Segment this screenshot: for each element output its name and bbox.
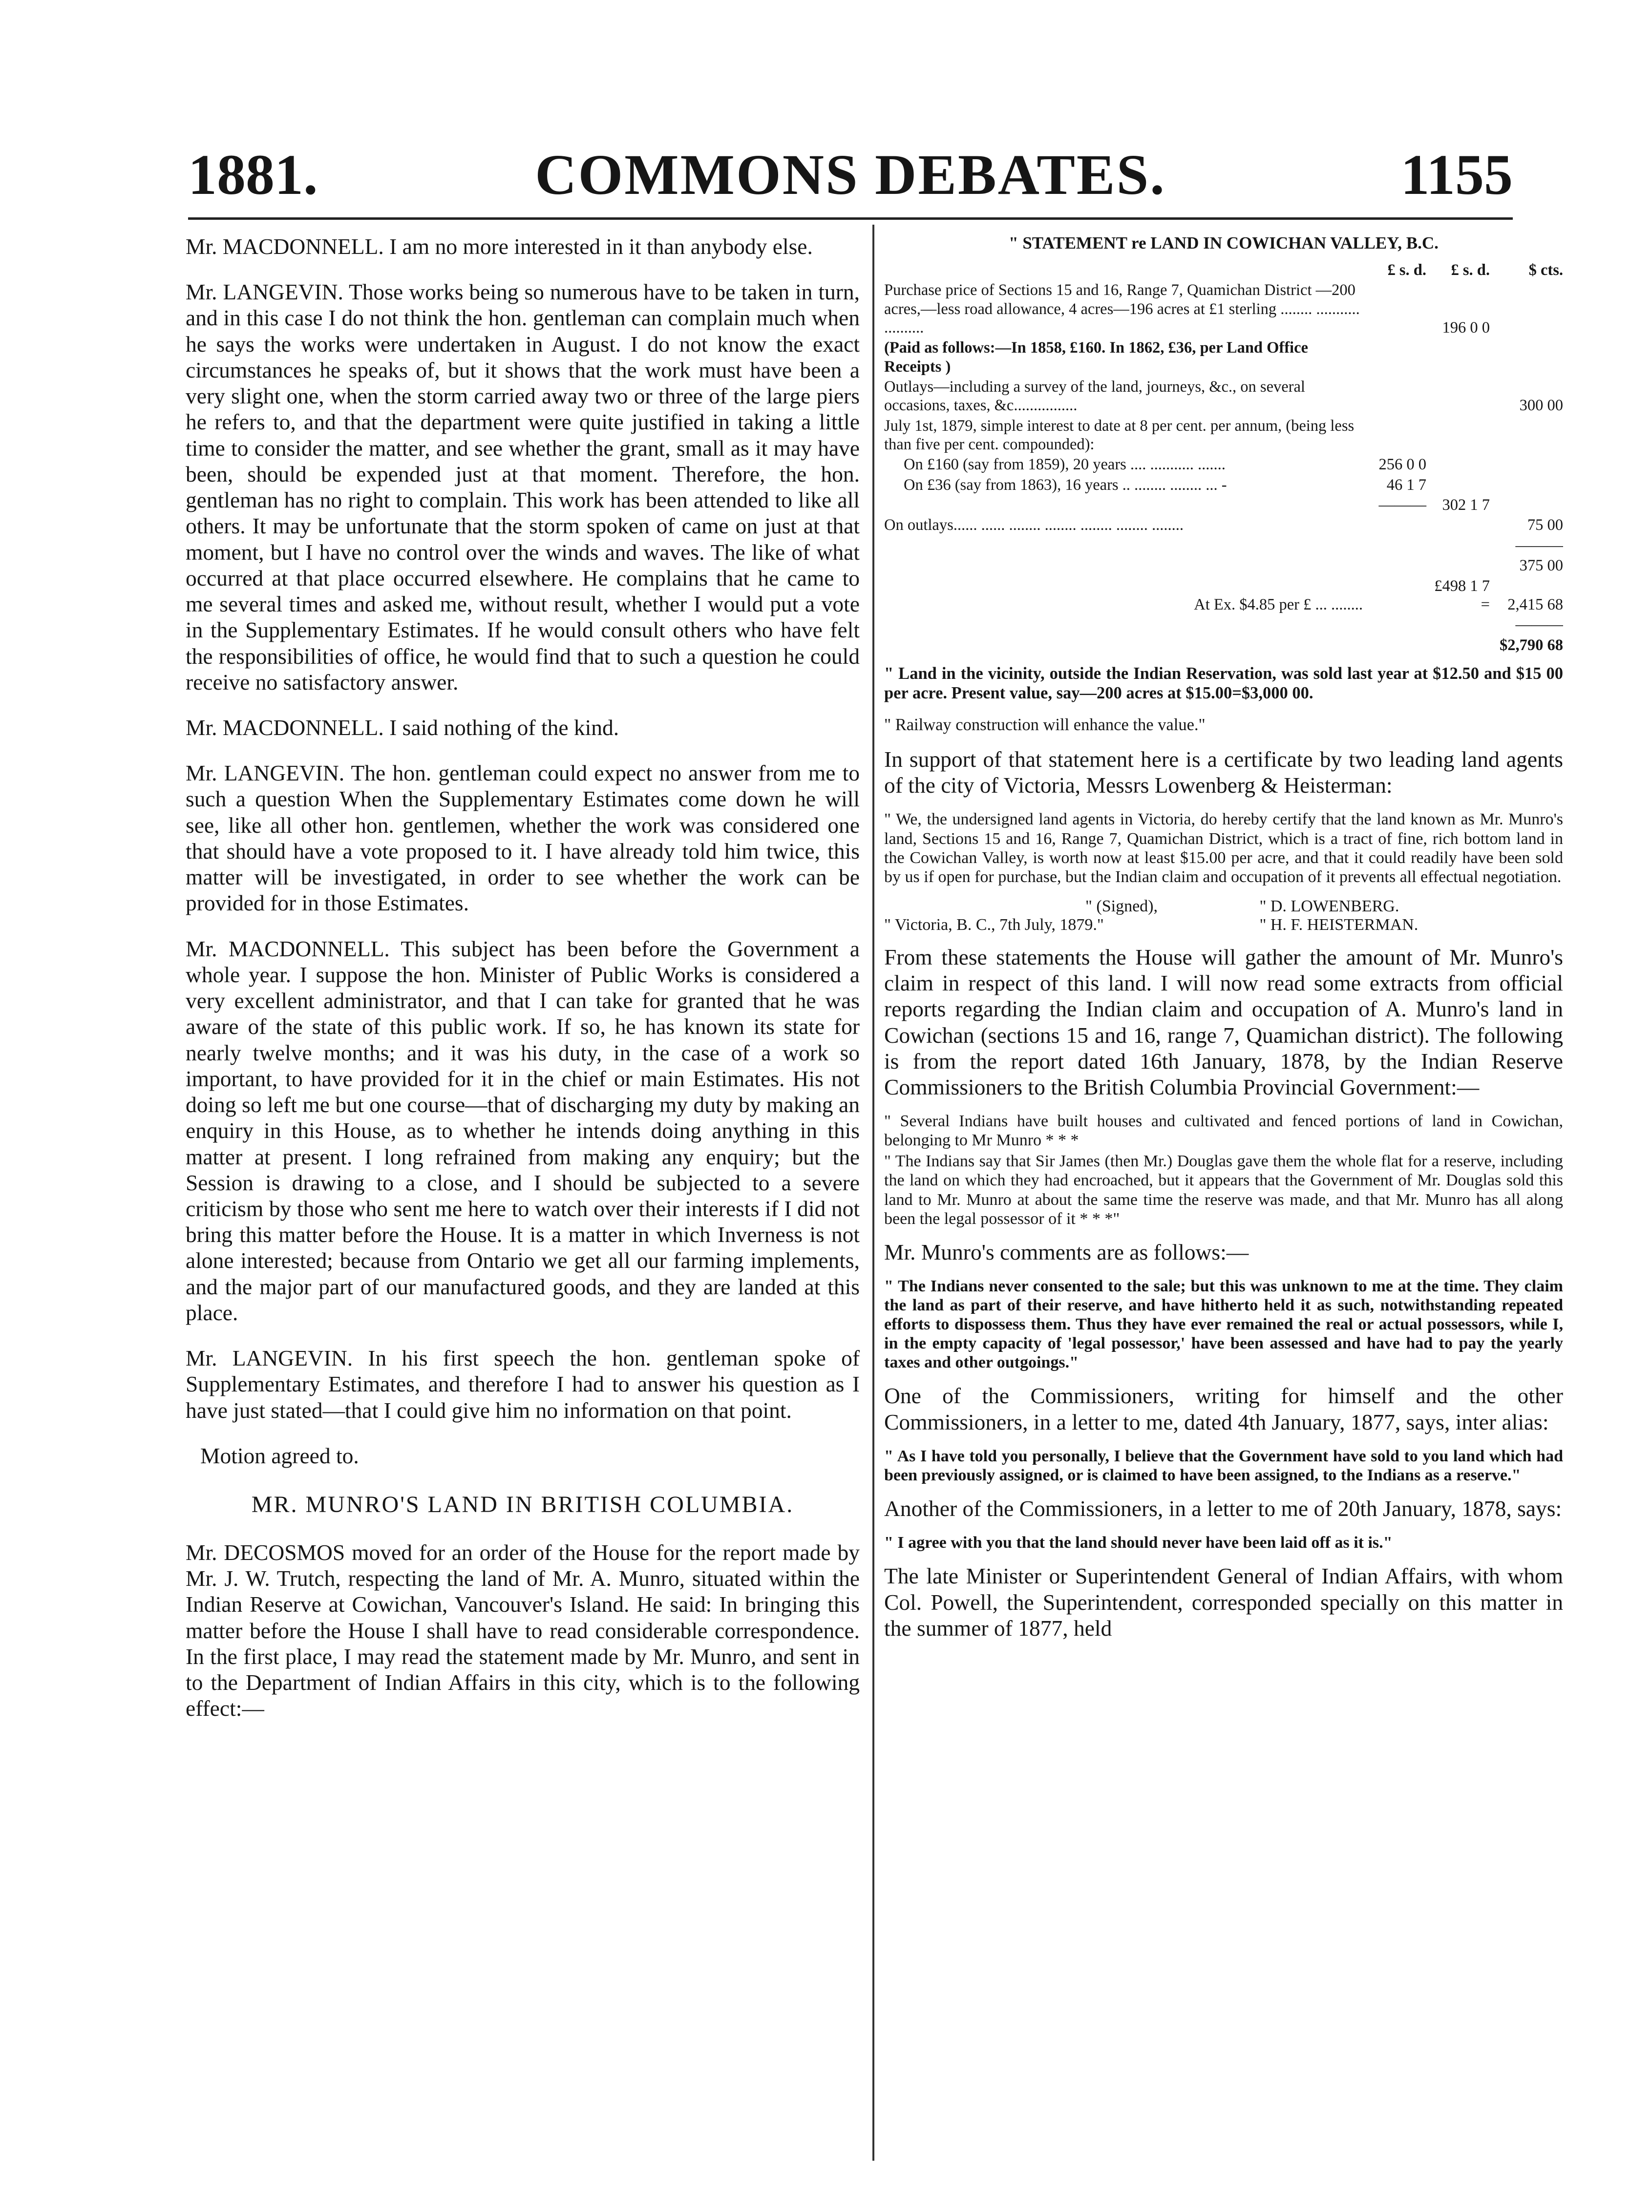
table-row (884, 636, 1563, 656)
row-label (884, 615, 1363, 635)
cell: 302 1 7 (1442, 496, 1490, 514)
quote: " The Indians never consented to the sale; but this was unknown to me at the time. They claim the land as part of their reserve, and have hitherto held it as such, notwithstanding repeated efforts to dispossess them. Thus they have ever remained the real or actual possessors, while I, in the empty capacity of 'legal possessor,' have been assessed and have had to pay the yearly taxes and other outgoings." (884, 1277, 1563, 1372)
statement-table (884, 261, 1563, 656)
cell: 300 00 (1519, 397, 1563, 415)
section-title: MR. MUNRO'S LAND IN BRITISH COLUMBIA. (251, 1491, 794, 1517)
cell (1426, 417, 1490, 456)
header-year: 1881. (188, 143, 318, 207)
table-header-row (884, 261, 1563, 281)
cell (1426, 536, 1490, 556)
table-row (884, 577, 1563, 616)
column-header: £ s. d. (1451, 261, 1490, 279)
row-label (884, 536, 1363, 556)
table-row (884, 615, 1563, 635)
cell (1363, 536, 1426, 556)
cell (1490, 417, 1563, 456)
paragraph: One of the Commissioners, writing for himself and the other Commissioners, in a letter to me, dated 4th January, 1877, says, inter alias: (884, 1383, 1563, 1434)
cell (1490, 476, 1563, 496)
cell: ——— (1515, 616, 1563, 634)
cell (1426, 455, 1490, 475)
paragraph: Mr. DECOSMOS moved for an order of the House for the report made by Mr. J. W. Trutch, respecting the land of Mr. A. Munro, situated within the Indian Reserve at Cowichan, Vancouver's Island. He said: In bringing this matter before the House I shall have to read considerable correspondence. In the first place, I may read the statement made by Mr. Munro, and sent in to the Department of Indian Affairs in this city, which is to the following effect:— (186, 1539, 860, 1721)
cell: 2,415 68 (1507, 595, 1563, 613)
quote: " Railway construction will enhance the value." (884, 715, 1206, 734)
cell (1426, 378, 1490, 417)
column-header: £ s. d. (1387, 261, 1426, 279)
table-row (884, 338, 1563, 378)
cell: £498 1 7 = (1434, 577, 1490, 613)
cell (1363, 417, 1426, 456)
dateline: " Victoria, B. C., 7th July, 1879." (884, 915, 1104, 934)
cell (1426, 338, 1490, 378)
row-label: At Ex. $4.85 per £ ... ........ (1194, 595, 1363, 613)
cell (1426, 636, 1490, 656)
column-header: $ cts. (1528, 261, 1563, 279)
cell (1426, 556, 1490, 576)
cell (1426, 615, 1490, 635)
quote: " Land in the vicinity, outside the Indian Reservation, was sold last year at $12.50 and $15 00 per acre. Present value, say—200 acres at $15.00=$3,000 00. (884, 664, 1563, 703)
page-header (188, 142, 1513, 220)
row-label: (Paid as follows:—In 1858, £160. In 1862, £36, per Land Office Receipts ) (884, 339, 1308, 376)
table-row (884, 496, 1563, 516)
cell (1363, 516, 1426, 536)
cell: 256 0 0 (1378, 456, 1426, 474)
paragraph: In support of that statement here is a certificate by two leading land agents of the city of Victoria, Messrs Lowenberg & Heisterman: (884, 746, 1563, 798)
motion-note: Motion agreed to. (200, 1443, 359, 1468)
cell (1490, 338, 1563, 378)
paragraph: Mr. LANGEVIN. In his first speech the hon. gentleman spoke of Supplementary Estimates, and therefore I had to answer his question as I have just stated—that I could give him no information on that point. (186, 1346, 860, 1423)
table-row (884, 536, 1563, 556)
table-row (884, 281, 1563, 338)
row-label: Purchase price of Sections 15 and 16, Range 7, Quamichan District —200 acres,—less road allowance, 4 acres—196 acres at £1 sterling ........ ........... .......... (884, 281, 1360, 337)
cell: ——— (1378, 496, 1426, 514)
cell: 375 00 (1519, 557, 1563, 575)
signature-name: " D. LOWENBERG. (1259, 897, 1399, 915)
quote: " As I have told you personally, I believe that the Government have sold to you land which had been previously assigned, or is claimed to have been assigned, to the Indians as a reserve." (884, 1447, 1563, 1485)
paragraph: Another of the Commissioners, in a letter to me of 20th January, 1878, says: (884, 1496, 1562, 1521)
row-label: On outlays...... ...... ........ ........ ........ ........ ........ (884, 516, 1184, 534)
row-label (884, 556, 1363, 576)
cell (1363, 378, 1426, 417)
row-label (884, 636, 1363, 656)
statement-title: " STATEMENT re LAND IN COWICHAN VALLEY, B.C. (1009, 233, 1439, 253)
header-rule (188, 217, 1513, 220)
quote: " We, the undersigned land agents in Victoria, do hereby certify that the land known as Mr. Munro's land, Sections 15 and 16, Range 7, Quamichan District, which is a tract of fine, rich bottom land in the Cowichan Valley, is worth now at least $15.00 per acre, and that it could readily have been sold by us if open for purchase, but the Indian claim and occupation of it prevents all effectual negotiation. (884, 810, 1563, 886)
paragraph: Mr. Munro's comments are as follows:— (884, 1239, 1249, 1264)
paragraph: Mr. LANGEVIN. Those works being so numerous have to be taken in turn, and in this case I do not think the hon. gentleman can complain much when he says the works were undertaken in August. I do not know the exact circumstances he speaks of, but it shows that the work must have been a very slight one, when the storm carried away two or three of the large piers he refers to, and that the department were quite justified in taking a little time to consider the matter, and see whether the grant, small as it may have been, should be expended just at that moment. Therefore, the hon. gentleman has no right to complain. This work has been attended to like all others. It may be unfortunate that the storm spoken of came on just at that moment, but I have no control over the winds and waves. The like of what occurred at that place occurred elsewhere. He complains that he came to me several times and asked me, without result, whether I would put a vote in the Supplementary Estimates. If he would consult others who have felt the responsibilities of office, he would find that to such a question he could receive no satisfactory answer. (186, 279, 860, 695)
row-label: On £160 (say from 1859), 20 years .... ........... ....... (904, 456, 1226, 474)
cell (1426, 476, 1490, 496)
cell: 46 1 7 (1386, 476, 1426, 494)
column-divider (872, 225, 874, 2161)
signed-label: " (Signed), (1085, 897, 1158, 915)
row-label: July 1st, 1879, simple interest to date at 8 per cent. per annum, (being less than five per cent. compounded): (884, 417, 1355, 454)
signature-block (884, 897, 1563, 934)
cell (1363, 615, 1426, 635)
left-column (186, 233, 860, 2173)
paragraph: From these statements the House will gather the amount of Mr. Munro's claim in respect of this land. I will now read some extracts from official reports regarding the Indian claim and occupation of A. Munro's land in Cowichan (sections 15 and 16, range 7, Quamichan district). The following is from the report dated 16th January, 1878, by the Indian Reserve Commissioners to the British Columbia Provincial Government:— (884, 944, 1563, 1099)
signature-name: " H. F. HEISTERMAN. (1259, 915, 1419, 934)
cell: $2,790 68 (1500, 636, 1563, 654)
table-row (884, 378, 1563, 417)
paragraph: Mr. MACDONNELL. This subject has been before the Government a whole year. I suppose the hon. Minister of Public Works is considered a very excellent administrator, and that I can take for granted that he was aware of the state of this public work. If so, he has known its state for nearly twelve months; and it was his duty, in the case of a work so important, to have provided for it in the chief or main Estimates. His not doing so left me but one course—that of discharging my duty by making an enquiry in this House, as to whether he intends doing anything in this matter at present. I long refrained from making any enquiry; but the Session is drawing to a close, and I should be subjected to a severe criticism by those who sent me here to watch over their interests if I did not bring this matter before the House. It is a matter in which Inverness is not alone interested; because from Ontario we get all our farming implements, and the major part of our manufactured goods, and they are landed at this place. (186, 936, 860, 1325)
table-row (884, 556, 1563, 576)
cell (1363, 281, 1426, 338)
paragraph: The late Minister or Superintendent General of Indian Affairs, with whom Col. Powell, the Superintendent, corresponded specially on this matter in the summer of 1877, held (884, 1563, 1563, 1641)
cell (1363, 338, 1426, 378)
header-title: COMMONS DEBATES. (535, 143, 1166, 207)
row-label (884, 496, 1363, 516)
quote: " The Indians say that Sir James (then Mr.) Douglas gave them the whole flat for a reserve, including the land on which they had encroached, but it appears that the Government of Mr. Douglas sold this land to Mr. Munro at about the same time the reserve was made, and that Mr. Munro has all along been the legal possessor of it * * *" (884, 1152, 1563, 1228)
paragraph: Mr. LANGEVIN. The hon. gentleman could expect no answer from me to such a question When the Supplementary Estimates come down he will see, like all other hon. gentlemen, whether the work was considered one that should have a vote proposed to it. I have already told him twice, this matter will be investigated, in order to see whether the work can be provided for in those Estimates. (186, 760, 860, 916)
cell (1490, 281, 1563, 338)
page-number: 1155 (1400, 143, 1513, 207)
row-label: On £36 (say from 1863), 16 years .. ........ ........ ... - (904, 476, 1227, 494)
table-row (884, 516, 1563, 536)
cell: 75 00 (1527, 516, 1563, 534)
quote: " Several Indians have built houses and cultivated and fenced portions of land in Cowichan, belonging to Mr Munro * * * (884, 1112, 1563, 1150)
cell (1490, 496, 1563, 516)
cell: ——— (1515, 536, 1563, 554)
table-row (884, 417, 1563, 456)
cell (1490, 455, 1563, 475)
paragraph: Mr. MACDONNELL. I said nothing of the kind. (186, 715, 619, 740)
cell (1363, 577, 1426, 616)
cell (1363, 556, 1426, 576)
cell (1426, 516, 1490, 536)
table-row (884, 476, 1563, 496)
table-row (884, 455, 1563, 475)
right-column (884, 233, 1563, 2173)
paragraph: Mr. MACDONNELL. I am no more interested in it than anybody else. (186, 234, 813, 259)
row-label: Outlays—including a survey of the land, journeys, &c., on several occasions, taxes, &c................ (884, 378, 1305, 415)
cell: 196 0 0 (1442, 319, 1490, 337)
quote: " I agree with you that the land should never have been laid off as it is." (884, 1534, 1393, 1552)
cell (1363, 636, 1426, 656)
